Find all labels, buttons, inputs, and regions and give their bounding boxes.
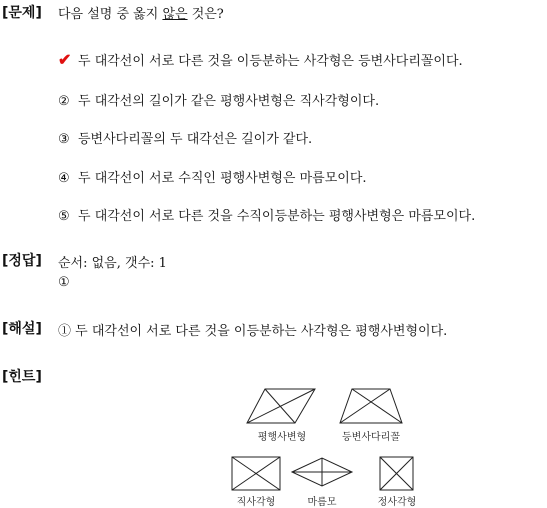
choice-3-number: ③: [58, 132, 70, 147]
choice-1-text: 두 대각선이 서로 다른 것을 이등분하는 사각형은 등변사다리꼴이다.: [78, 54, 463, 69]
isosceles-trapezoid-caption: 등변사다리꼴: [342, 432, 400, 443]
square-figure: [380, 457, 413, 490]
choice-4-number: ④: [58, 171, 70, 186]
choice-4-text: 두 대각선이 서로 수직인 평행사변형은 마름모이다.: [78, 171, 367, 186]
square-caption: 정사각형: [377, 497, 417, 508]
question-text-underlined: 않은: [162, 7, 188, 22]
choice-2-number: ②: [58, 94, 70, 109]
choice-5-text: 두 대각선이 서로 다른 것을 수직이등분하는 평행사변형은 마름모이다.: [78, 209, 476, 224]
question-text-before: 다음 설명 중 옳지: [58, 7, 163, 22]
rectangle-figure: [232, 457, 280, 490]
question-label: [문제]: [2, 5, 42, 21]
explanation-label: [해설]: [2, 321, 42, 337]
answer-line2: ①: [58, 275, 70, 290]
choice-3-text: 등변사다리꼴의 두 대각선은 길이가 같다.: [78, 132, 313, 147]
rhombus-figure: [292, 458, 352, 486]
answer-label: [정답]: [2, 253, 42, 269]
answer-line1: 순서: 없음, 갯수: 1: [58, 256, 167, 271]
checkmark-icon: ✔: [58, 50, 72, 69]
parallelogram-figure: [247, 389, 315, 423]
choice-5-number: ⑤: [58, 209, 70, 224]
hint-label: [힌트]: [2, 369, 42, 385]
explanation-text: ① 두 대각선이 서로 다른 것을 이등분하는 사각형은 평행사변형이다.: [58, 324, 448, 339]
rhombus-caption: 마름모: [307, 497, 337, 508]
rectangle-caption: 직사각형: [236, 497, 276, 508]
parallelogram-caption: 평행사변형: [257, 432, 307, 443]
question-text-after: 것은?: [187, 7, 224, 22]
isosceles-trapezoid-figure: [340, 389, 402, 423]
choice-2-text: 두 대각선의 길이가 같은 평행사변형은 직사각형이다.: [78, 94, 380, 109]
